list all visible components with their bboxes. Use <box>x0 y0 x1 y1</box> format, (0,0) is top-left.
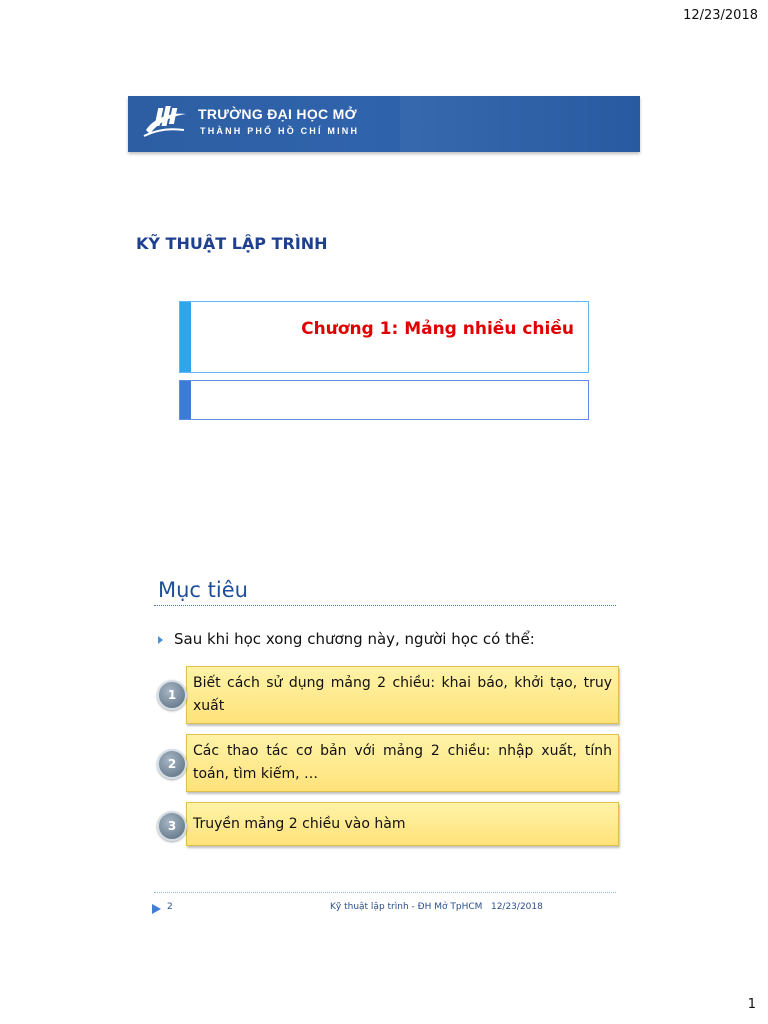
heading-divider <box>154 605 616 606</box>
footer-slide-number: 2 <box>167 902 173 912</box>
footer-arrow-icon <box>152 904 161 914</box>
subtitle-accent-bar <box>180 381 191 419</box>
goal-item-2 <box>186 734 619 792</box>
goal-item-3 <box>186 802 619 846</box>
footer-text: Kỹ thuật lập trình - ĐH Mở TpHCM 12/23/2018 <box>330 902 543 912</box>
goal-number-badge: 2 <box>157 749 187 779</box>
course-title: KỸ THUẬT LẬP TRÌNH <box>136 234 328 253</box>
goal-number-badge: 1 <box>157 680 187 710</box>
university-name: TRƯỜNG ĐẠI HỌC MỞ <box>198 106 357 122</box>
university-city: THÀNH PHỐ HỒ CHÍ MINH <box>200 126 360 136</box>
goal-text: Biết cách sử dụng mảng 2 chiều: khai báo, khởi tạo, truy xuất <box>193 675 612 714</box>
chapter-accent-bar <box>180 302 191 372</box>
footer-divider <box>154 892 616 893</box>
bullet-arrow-icon <box>158 636 163 644</box>
university-banner <box>128 96 640 152</box>
banner-shade <box>400 96 640 152</box>
page-number: 1 <box>747 997 756 1012</box>
goal-text: Truyền mảng 2 chiều vào hàm <box>193 816 406 832</box>
goal-text: Các thao tác cơ bản với mảng 2 chiều: nhập xuất, tính toán, tìm kiếm, … <box>193 743 612 782</box>
subtitle-box <box>179 380 589 420</box>
chapter-title: Chương 1: Mảng nhiều chiều <box>301 319 574 339</box>
university-logo-icon <box>140 100 190 144</box>
objective-intro: Sau khi học xong chương này, người học có thể: <box>174 630 535 648</box>
objective-heading: Mục tiêu <box>158 578 248 602</box>
goal-number-badge: 3 <box>157 811 187 841</box>
chapter-title-box <box>179 301 589 373</box>
goal-item-1 <box>186 666 619 724</box>
page-date: 12/23/2018 <box>683 8 758 23</box>
